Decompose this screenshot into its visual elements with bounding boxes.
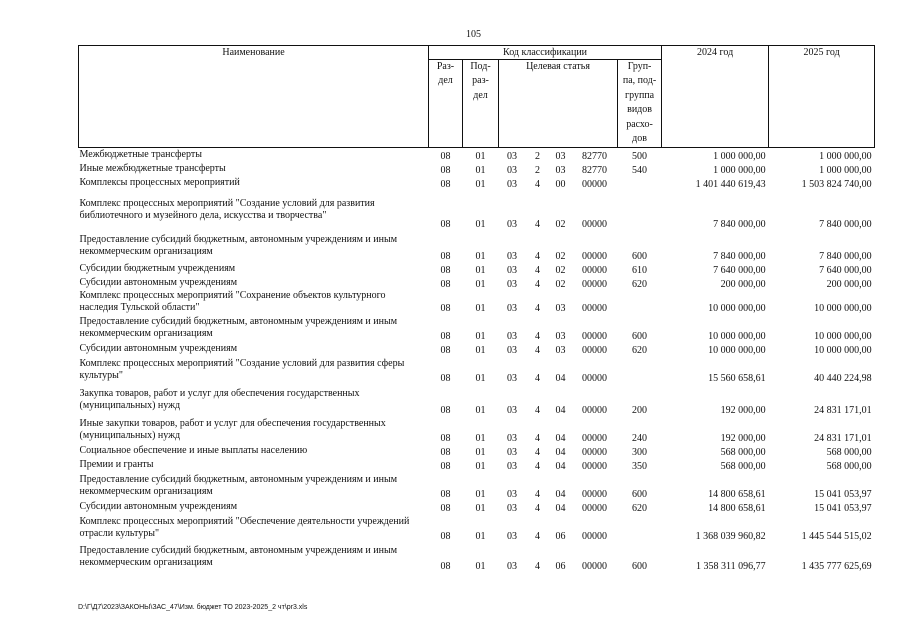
row-target-4: 00000 [582,330,607,342]
row-amount-2024: 10 000 000,00 [708,302,766,314]
row-target-1: 03 [507,218,517,230]
table-row [79,314,875,342]
row-target-2: 4 [535,432,540,444]
row-amount-2024: 568 000,00 [720,446,766,458]
row-target-3: 04 [555,446,566,458]
row-podrazdel: 01 [475,560,486,572]
row-group: 600 [632,250,648,262]
row-target-3: 04 [555,488,566,500]
row-name: Комплекс процессных мероприятий "Обеспечение деятельности учреждений отрасли культуры" [79,515,410,539]
row-group [618,514,662,542]
header-target-article: Целевая статья [499,60,618,148]
row-amount-2025: 1 000 000,00 [819,164,872,176]
row-podrazdel: 01 [475,530,486,542]
table-row [79,190,875,230]
row-target-3: 04 [555,404,566,416]
budget-table-container [78,45,874,572]
row-target-1: 03 [507,560,517,572]
header-row-top [79,46,875,60]
row-razdel: 08 [440,150,451,162]
row-target-1: 03 [507,530,517,542]
row-amount-2024: 192 000,00 [720,432,766,444]
row-target-4: 00000 [582,446,607,458]
row-target-1: 03 [507,302,517,314]
row-target-4: 00000 [582,218,607,230]
table-row [79,514,875,542]
table-row [79,384,875,416]
row-amount-2025: 10 000 000,00 [814,302,872,314]
row-target-1: 03 [507,178,517,190]
row-podrazdel: 01 [475,502,486,514]
row-target-3: 04 [555,460,566,472]
row-podrazdel: 01 [475,250,486,262]
row-amount-2024: 1 368 039 960,82 [695,530,766,542]
row-name: Субсидии бюджетным учреждениям [79,262,236,274]
row-target-2: 4 [535,404,540,416]
row-target-4: 82770 [582,164,607,176]
row-amount-2024: 1 000 000,00 [713,164,766,176]
header-year-2025: 2025 год [769,46,875,148]
row-group: 350 [632,460,648,472]
row-amount-2025: 7 840 000,00 [819,250,872,262]
budget-table [78,45,875,572]
row-razdel: 08 [440,446,451,458]
row-target-4: 00000 [582,344,607,356]
row-razdel: 08 [440,302,451,314]
table-body [79,148,875,572]
row-razdel: 08 [440,330,451,342]
row-name: Иные закупки товаров, работ и услуг для обеспечения государственных (муниципальных) нужд [79,417,386,441]
row-name: Предоставление субсидий бюджетным, автономным учреждениям и иным некоммерческим организациям [79,233,398,257]
row-target-2: 4 [535,372,540,384]
row-target-3: 02 [555,264,566,276]
row-target-2: 2 [535,164,540,176]
header-year-2024: 2024 год [662,46,769,148]
row-razdel: 08 [440,178,451,190]
table-row [79,176,875,190]
row-podrazdel: 01 [475,264,486,276]
row-target-2: 4 [535,446,540,458]
table-row [79,444,875,458]
header-podrazdel: Под- раз- дел [463,60,499,148]
table-row [79,290,875,314]
row-amount-2025: 15 041 053,97 [814,502,872,514]
row-amount-2024: 568 000,00 [720,460,766,472]
row-target-3: 02 [555,218,566,230]
row-target-2: 4 [535,330,540,342]
row-target-3: 02 [555,250,566,262]
row-name: Комплексы процессных мероприятий [79,176,240,188]
row-razdel: 08 [440,344,451,356]
row-name: Межбюджетные трансферты [79,148,202,160]
row-razdel: 08 [440,164,451,176]
row-podrazdel: 01 [475,404,486,416]
table-row [79,472,875,500]
row-target-1: 03 [507,404,517,416]
row-target-2: 4 [535,264,540,276]
row-amount-2025: 24 831 171,01 [814,432,872,444]
row-razdel: 08 [440,278,451,290]
row-podrazdel: 01 [475,278,486,290]
row-target-1: 03 [507,264,517,276]
row-target-1: 03 [507,372,517,384]
row-amount-2024: 14 800 658,61 [708,502,766,514]
row-amount-2024: 1 358 311 096,77 [695,560,766,572]
row-target-3: 04 [555,432,566,444]
row-target-1: 03 [507,278,517,290]
row-podrazdel: 01 [475,432,486,444]
row-amount-2025: 1 000 000,00 [819,150,872,162]
row-podrazdel: 01 [475,150,486,162]
row-target-3: 04 [555,372,566,384]
row-name: Социальное обеспечение и иные выплаты населению [79,444,308,456]
row-name: Субсидии автономным учреждениям [79,342,238,354]
table-row [79,500,875,514]
row-amount-2024: 192 000,00 [720,404,766,416]
row-target-2: 4 [535,560,540,572]
row-group: 620 [632,502,648,514]
row-amount-2025: 24 831 171,01 [814,404,872,416]
row-podrazdel: 01 [475,446,486,458]
row-name: Комплекс процессных мероприятий "Создание условий для развития сферы культуры" [79,357,405,381]
row-name: Предоставление субсидий бюджетным, автономным учреждениям и иным некоммерческим организациям [79,315,398,339]
row-amount-2024: 15 560 658,61 [708,372,766,384]
row-target-3: 03 [555,164,566,176]
row-target-2: 4 [535,178,540,190]
file-path-footer: D:\Г\Д7\2023\ЗАКОНЫ\ЗАС_47\Изм. бюджет ТО 2023-2025_2 чт\pr3.xls [78,604,308,611]
row-razdel: 08 [440,404,451,416]
row-name: Комплекс процессных мероприятий "Создание условий для развития библиотечного и музейного дела, искусства и творчества" [79,197,375,221]
row-group: 540 [632,164,648,176]
row-name: Предоставление субсидий бюджетным, автономным учреждениям и иным некоммерческим организациям [79,544,398,568]
page-number: 105 [466,29,481,40]
row-name: Субсидии автономным учреждениям [79,276,238,288]
row-podrazdel: 01 [475,302,486,314]
row-target-1: 03 [507,446,517,458]
row-name: Субсидии автономным учреждениям [79,500,238,512]
row-target-1: 03 [507,488,517,500]
row-group: 200 [632,404,648,416]
row-razdel: 08 [440,502,451,514]
row-amount-2025: 1 435 777 625,69 [801,560,872,572]
table-row [79,342,875,356]
row-target-4: 00000 [582,302,607,314]
row-target-4: 00000 [582,488,607,500]
row-group: 600 [632,488,648,500]
row-target-3: 06 [555,530,566,542]
row-target-3: 03 [555,344,566,356]
row-razdel: 08 [440,250,451,262]
row-target-2: 4 [535,302,540,314]
row-podrazdel: 01 [475,460,486,472]
row-group: 300 [632,446,648,458]
row-amount-2025: 568 000,00 [826,460,872,472]
row-target-2: 4 [535,278,540,290]
table-row [79,416,875,444]
row-target-4: 00000 [582,278,607,290]
row-target-4: 00000 [582,178,607,190]
row-target-1: 03 [507,502,517,514]
table-row [79,148,875,162]
row-target-2: 2 [535,150,540,162]
row-target-1: 03 [507,460,517,472]
row-amount-2025: 200 000,00 [826,278,872,290]
table-row [79,542,875,572]
row-amount-2024: 200 000,00 [720,278,766,290]
row-podrazdel: 01 [475,330,486,342]
row-target-4: 00000 [582,250,607,262]
row-target-4: 00000 [582,460,607,472]
row-target-2: 4 [535,344,540,356]
header-name: Наименование [79,46,429,148]
row-razdel: 08 [440,432,451,444]
row-target-4: 00000 [582,560,607,572]
row-name: Комплекс процессных мероприятий "Сохранение объектов культурного наследия Тульской области" [79,289,386,313]
row-podrazdel: 01 [475,372,486,384]
row-group: 240 [632,432,648,444]
row-podrazdel: 01 [475,178,486,190]
row-target-4: 00000 [582,432,607,444]
row-target-2: 4 [535,460,540,472]
row-target-4: 00000 [582,530,607,542]
row-name: Предоставление субсидий бюджетным, автономным учреждениям и иным некоммерческим организациям [79,473,398,497]
row-target-2: 4 [535,530,540,542]
row-podrazdel: 01 [475,164,486,176]
row-amount-2025: 10 000 000,00 [814,330,872,342]
row-target-2: 4 [535,488,540,500]
row-group [618,176,662,190]
row-razdel: 08 [440,488,451,500]
row-razdel: 08 [440,264,451,276]
row-amount-2024: 7 640 000,00 [713,264,766,276]
row-target-3: 03 [555,302,566,314]
header-classification: Код классификации [429,46,662,60]
table-row [79,276,875,290]
row-razdel: 08 [440,218,451,230]
row-podrazdel: 01 [475,218,486,230]
row-amount-2024: 10 000 000,00 [708,330,766,342]
table-row [79,262,875,276]
row-group: 600 [632,560,648,572]
row-amount-2025: 40 440 224,98 [814,372,872,384]
row-target-3: 02 [555,278,566,290]
row-target-3: 03 [555,330,566,342]
row-group: 620 [632,278,648,290]
row-target-1: 03 [507,150,517,162]
row-target-4: 00000 [582,502,607,514]
row-target-1: 03 [507,330,517,342]
row-name: Премии и гранты [79,458,154,470]
row-amount-2025: 15 041 053,97 [814,488,872,500]
row-amount-2024: 7 840 000,00 [713,218,766,230]
row-target-3: 06 [555,560,566,572]
row-target-3: 04 [555,502,566,514]
row-group [618,356,662,384]
row-target-1: 03 [507,164,517,176]
row-target-3: 00 [555,178,566,190]
row-target-2: 4 [535,250,540,262]
row-target-2: 4 [535,218,540,230]
row-group [618,190,662,230]
row-razdel: 08 [440,460,451,472]
row-razdel: 08 [440,530,451,542]
row-target-4: 00000 [582,372,607,384]
row-podrazdel: 01 [475,488,486,500]
row-amount-2025: 1 445 544 515,02 [801,530,872,542]
row-amount-2024: 10 000 000,00 [708,344,766,356]
header-razdel: Раз- дел [429,60,463,148]
row-amount-2024: 14 800 658,61 [708,488,766,500]
row-amount-2025: 7 640 000,00 [819,264,872,276]
header-expense-group: Груп- па, под- группа видов расхо- дов [618,60,662,148]
row-group: 600 [632,330,648,342]
row-amount-2024: 1 401 440 619,43 [695,178,766,190]
row-target-1: 03 [507,250,517,262]
row-target-4: 82770 [582,150,607,162]
row-group: 620 [632,344,648,356]
row-amount-2025: 568 000,00 [826,446,872,458]
row-target-3: 03 [555,150,566,162]
table-row [79,356,875,384]
row-amount-2025: 10 000 000,00 [814,344,872,356]
row-target-4: 00000 [582,404,607,416]
table-row [79,230,875,262]
row-amount-2025: 1 503 824 740,00 [801,178,872,190]
row-name: Иные межбюджетные трансферты [79,162,226,174]
row-target-2: 4 [535,502,540,514]
row-group: 610 [632,264,648,276]
row-target-4: 00000 [582,264,607,276]
row-amount-2025: 7 840 000,00 [819,218,872,230]
table-row [79,458,875,472]
row-group: 500 [632,150,648,162]
row-target-1: 03 [507,432,517,444]
row-podrazdel: 01 [475,344,486,356]
row-name: Закупка товаров, работ и услуг для обеспечения государственных (муниципальных) нужд [79,387,360,411]
row-amount-2024: 7 840 000,00 [713,250,766,262]
table-row [79,162,875,176]
row-group [618,290,662,314]
row-razdel: 08 [440,372,451,384]
row-target-1: 03 [507,344,517,356]
row-razdel: 08 [440,560,451,572]
row-amount-2024: 1 000 000,00 [713,150,766,162]
